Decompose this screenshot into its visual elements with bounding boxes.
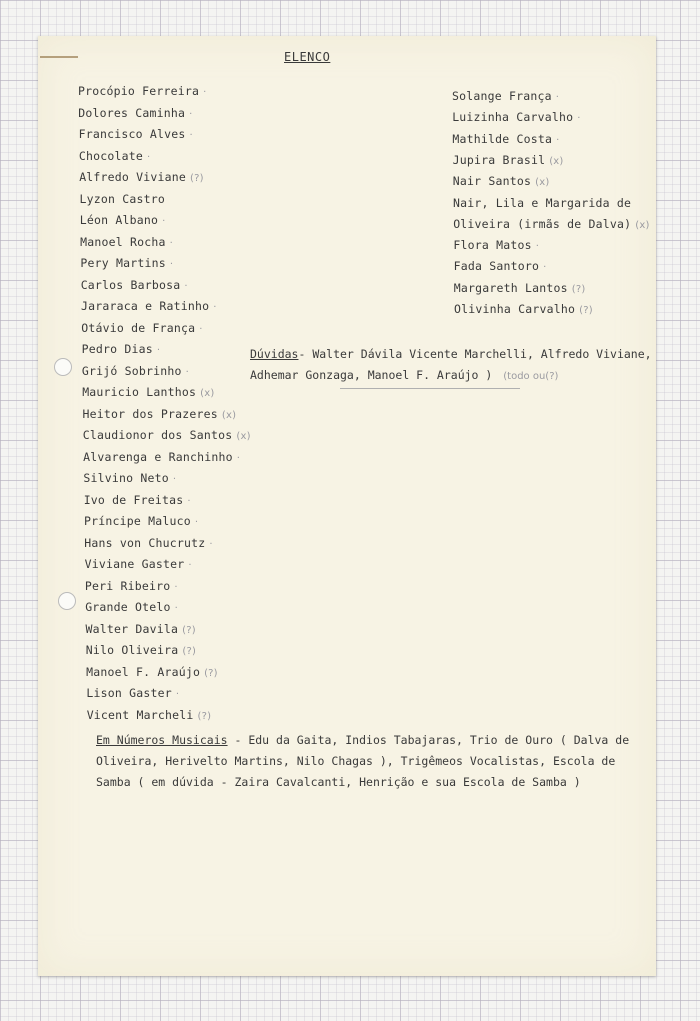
cast-name: Alfredo Viviane [79, 170, 187, 184]
pencil-mark: · [147, 151, 151, 163]
cast-name: Olivinha Carvalho [454, 302, 576, 316]
cast-name: Oliveira (irmãs de Dalva) [453, 216, 632, 231]
cast-name: Margareth Lantos [453, 280, 568, 295]
cast-entry [453, 153, 564, 167]
cast-entry [82, 342, 161, 356]
cast-entry [84, 536, 213, 550]
cast-entry [453, 217, 649, 231]
cast-entry [80, 235, 173, 249]
cast-name: Alvarenga e Ranchinho [83, 449, 233, 464]
pencil-mark: · [543, 262, 547, 274]
cast-entry [80, 213, 166, 227]
cast-entry [86, 686, 179, 700]
cast-entry [85, 579, 178, 593]
numeros-label: Em Números Musicais [96, 733, 228, 747]
cast-entry [452, 89, 559, 103]
cast-entry [84, 514, 198, 528]
punch-hole [54, 358, 72, 376]
cast-name: Dolores Caminha [78, 105, 186, 120]
duvidas-label: Dúvidas [250, 347, 299, 361]
cast-name: Silvino Neto [83, 471, 169, 485]
pencil-mark: · [175, 689, 180, 700]
cast-entry [80, 256, 173, 270]
duvidas-note [250, 344, 656, 387]
pencil-underline [340, 388, 520, 389]
pencil-mark: · [187, 495, 191, 507]
pencil-mark: · [174, 581, 178, 593]
pencil-mark: (?) [182, 624, 196, 636]
cast-entry [83, 407, 237, 421]
numeros-text: - Edu da Gaita, Indios Tabajaras, Trio de Ouro ( Dalva de Oliveira, Herivelto Martins, Nilo Chagas ), Trigêmeos Vocalistas, Escola de Samba ( em dúvida - Zaira Cavalcanti, Henrição e sua Escola de Samba ) [96, 733, 630, 789]
cast-entry [78, 106, 192, 120]
pencil-mark: · [169, 259, 174, 270]
rust-mark [40, 56, 78, 58]
pencil-mark: · [555, 92, 560, 103]
cast-name: Heitor dos Prazeres [82, 406, 218, 421]
pencil-mark: (x) [221, 409, 237, 421]
pencil-mark: (x) [635, 219, 650, 231]
cast-name: Hans von Chucrutz [84, 535, 206, 550]
cast-entry [452, 132, 559, 146]
pencil-mark: · [169, 237, 173, 249]
punch-hole [58, 592, 76, 610]
cast-name: Chocolate [78, 148, 144, 163]
cast-entry [82, 385, 214, 399]
cast-entry [78, 84, 207, 98]
cast-entry [453, 238, 539, 252]
pencil-mark: (?) [579, 305, 593, 316]
cast-entry [84, 493, 191, 507]
cast-name: Procópio Ferreira [78, 84, 200, 98]
pencil-mark: (?) [190, 173, 204, 184]
cast-name: Vicent Marcheli [86, 707, 194, 722]
cast-entry [454, 302, 593, 316]
cast-entry [454, 281, 586, 295]
cast-name: Pery Martins [80, 256, 166, 270]
pencil-mark: (?) [197, 710, 212, 722]
pencil-mark: · [188, 560, 192, 571]
pencil-mark: · [189, 130, 193, 141]
cast-name: Nair Santos [452, 174, 532, 189]
pencil-mark: (x) [535, 177, 550, 189]
cast-name: Nair, Lila e Margarida de [453, 195, 632, 210]
cast-entry [85, 557, 192, 571]
cast-entry [86, 665, 218, 679]
cast-name: Mathilde Costa [452, 131, 553, 146]
page-title: ELENCO [284, 50, 331, 64]
pencil-mark: · [189, 108, 193, 120]
cast-entry [79, 149, 151, 163]
cast-name: Flora Matos [453, 238, 532, 253]
cast-entry [454, 259, 547, 273]
pencil-mark: (?) [571, 283, 586, 295]
cast-entry [81, 321, 202, 335]
cast-entry [82, 364, 189, 378]
cast-name: Lyzon Castro [79, 191, 165, 206]
pencil-mark: · [236, 452, 241, 464]
cast-name: Carlos Barbosa [80, 277, 181, 292]
cast-entry [81, 278, 188, 292]
cast-name: Lison Gaster [86, 686, 172, 700]
cast-name: Manoel F. Araújo [86, 664, 201, 679]
cast-entry [453, 196, 635, 210]
cast-name: Luizinha Carvalho [452, 110, 574, 125]
pencil-mark: (x) [549, 155, 564, 167]
cast-name: Jararaca e Ratinho [81, 299, 210, 313]
pencil-mark: · [535, 241, 540, 253]
pencil-mark: (?) [182, 646, 197, 657]
document-sheet [38, 36, 656, 976]
cast-name: Fada Santoro [453, 259, 540, 274]
cast-name: Otávio de França [81, 320, 196, 335]
cast-entry [83, 471, 176, 485]
pencil-mark: · [185, 366, 190, 378]
duvidas-text: - Walter Dávila Vicente Marchelli, Alfredo Viviane, Adhemar Gonzaga, Manoel F. Araújo ) [250, 347, 652, 382]
pencil-mark: · [156, 345, 161, 356]
cast-name: Solange França [452, 89, 552, 103]
pencil-mark: · [213, 302, 217, 313]
cast-name: Jupira Brasil [452, 152, 546, 167]
cast-entry [80, 192, 169, 206]
pencil-mark: · [556, 134, 560, 146]
pencil-mark: · [184, 280, 188, 292]
cast-entry [79, 127, 193, 141]
cast-entry [81, 299, 217, 313]
pencil-mark: (x) [236, 431, 251, 442]
cast-name: Léon Albano [79, 213, 159, 227]
cast-name: Pedro Dias [81, 342, 153, 356]
cast-name: Grijó Sobrinho [81, 363, 182, 378]
cast-name: Peri Ribeiro [84, 578, 171, 593]
pencil-mark: · [199, 323, 203, 335]
cast-entry [85, 600, 178, 614]
cast-name: Ivo de Freitas [83, 492, 184, 507]
pencil-mark: · [203, 87, 207, 98]
cast-name: Claudionor dos Santos [82, 428, 233, 442]
pencil-mark: · [194, 517, 199, 528]
cast-name: Manoel Rocha [80, 234, 166, 249]
numeros-musicais-paragraph [96, 730, 651, 793]
pencil-mark: (x) [200, 388, 215, 399]
pencil-mark: · [162, 216, 166, 227]
cast-name: Francisco Alves [78, 127, 186, 141]
cast-entry [452, 110, 581, 124]
cast-name: Viviane Gaster [84, 557, 185, 571]
cast-name: Grande Otelo [85, 600, 171, 614]
cast-entry [79, 170, 204, 184]
cast-name: Mauricio Lanthos [82, 385, 197, 399]
cast-entry [453, 174, 550, 188]
cast-name: Príncipe Maluco [84, 514, 191, 528]
cast-entry [83, 450, 240, 464]
cast-entry [87, 708, 212, 722]
cast-entry [86, 643, 196, 657]
cast-entry [86, 622, 196, 636]
cast-entry [83, 428, 251, 442]
pencil-mark: · [174, 603, 179, 614]
cast-name: Nilo Oliveira [85, 643, 179, 657]
duvidas-pencil-note: (todo ou(?) [503, 371, 559, 382]
cast-name: Walter Davila [85, 621, 179, 636]
pencil-mark: · [577, 113, 581, 125]
pencil-mark: · [172, 474, 177, 485]
pencil-mark: · [209, 538, 213, 550]
pencil-mark: (?) [204, 667, 218, 679]
